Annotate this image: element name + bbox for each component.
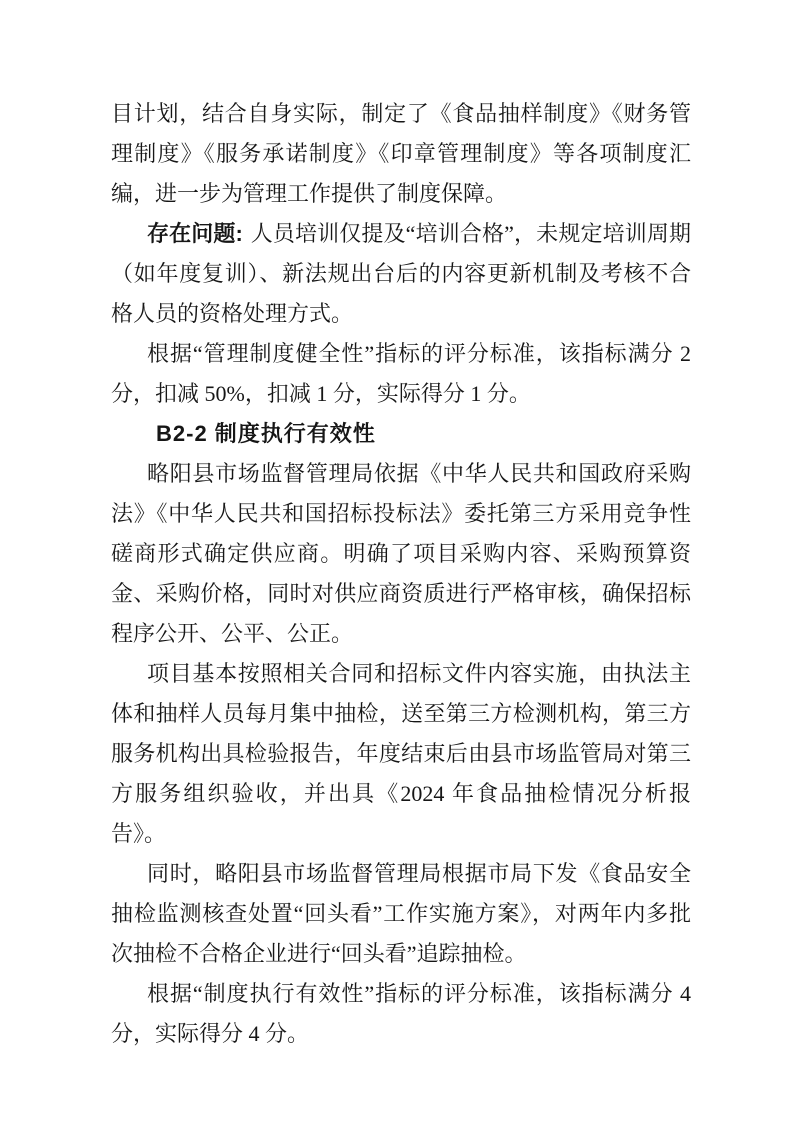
paragraph-5: 略阳县市场监督管理局依据《中华人民共和国政府采购法》《中华人民共和国招标投标法》委托第三方采用竞争性磋商形式确定供应商。明确了项目采购内容、采购预算资金、采购价格，同时对供应商资质进行严格审核，确保招标程序公开、公平、公正。 (111, 461, 691, 646)
text-block (111, 94, 691, 1054)
bold-lead: 存在问题: (147, 221, 243, 246)
section-heading: B2-2 制度执行有效性 (156, 421, 376, 446)
paragraph-8: 根据“制度执行有效性”指标的评分标准，该指标满分 4 分，实际得分 4 分。 (111, 981, 691, 1046)
paragraph-6: 项目基本按照相关合同和招标文件内容实施，由执法主体和抽样人员每月集中抽检，送至第三方检测机构，第三方服务机构出具检验报告，年度结束后由县市场监管局对第三方服务组织验收，并出具《2024 年食品抽检情况分析报告》。 (111, 661, 691, 846)
paragraph-3: 根据“管理制度健全性”指标的评分标准，该指标满分 2 分，扣减 50%，扣减 1 分，实际得分 1 分。 (111, 341, 691, 406)
paragraph-7: 同时，略阳县市场监督管理局根据市局下发《食品安全抽检监测核查处置“回头看”工作实施方案》，对两年内多批次抽检不合格企业进行“回头看”追踪抽检。 (111, 861, 691, 966)
paragraph-1: 目计划，结合自身实际，制定了《食品抽样制度》《财务管理制度》《服务承诺制度》《印章管理制度》等各项制度汇编，进一步为管理工作提供了制度保障。 (111, 101, 691, 206)
paragraph-2: 存在问题: 人员培训仅提及“培训合格”，未规定培训周期（如年度复训）、新法规出台后的内容更新机制及考核不合格人员的资格处理方式。 (111, 221, 692, 326)
